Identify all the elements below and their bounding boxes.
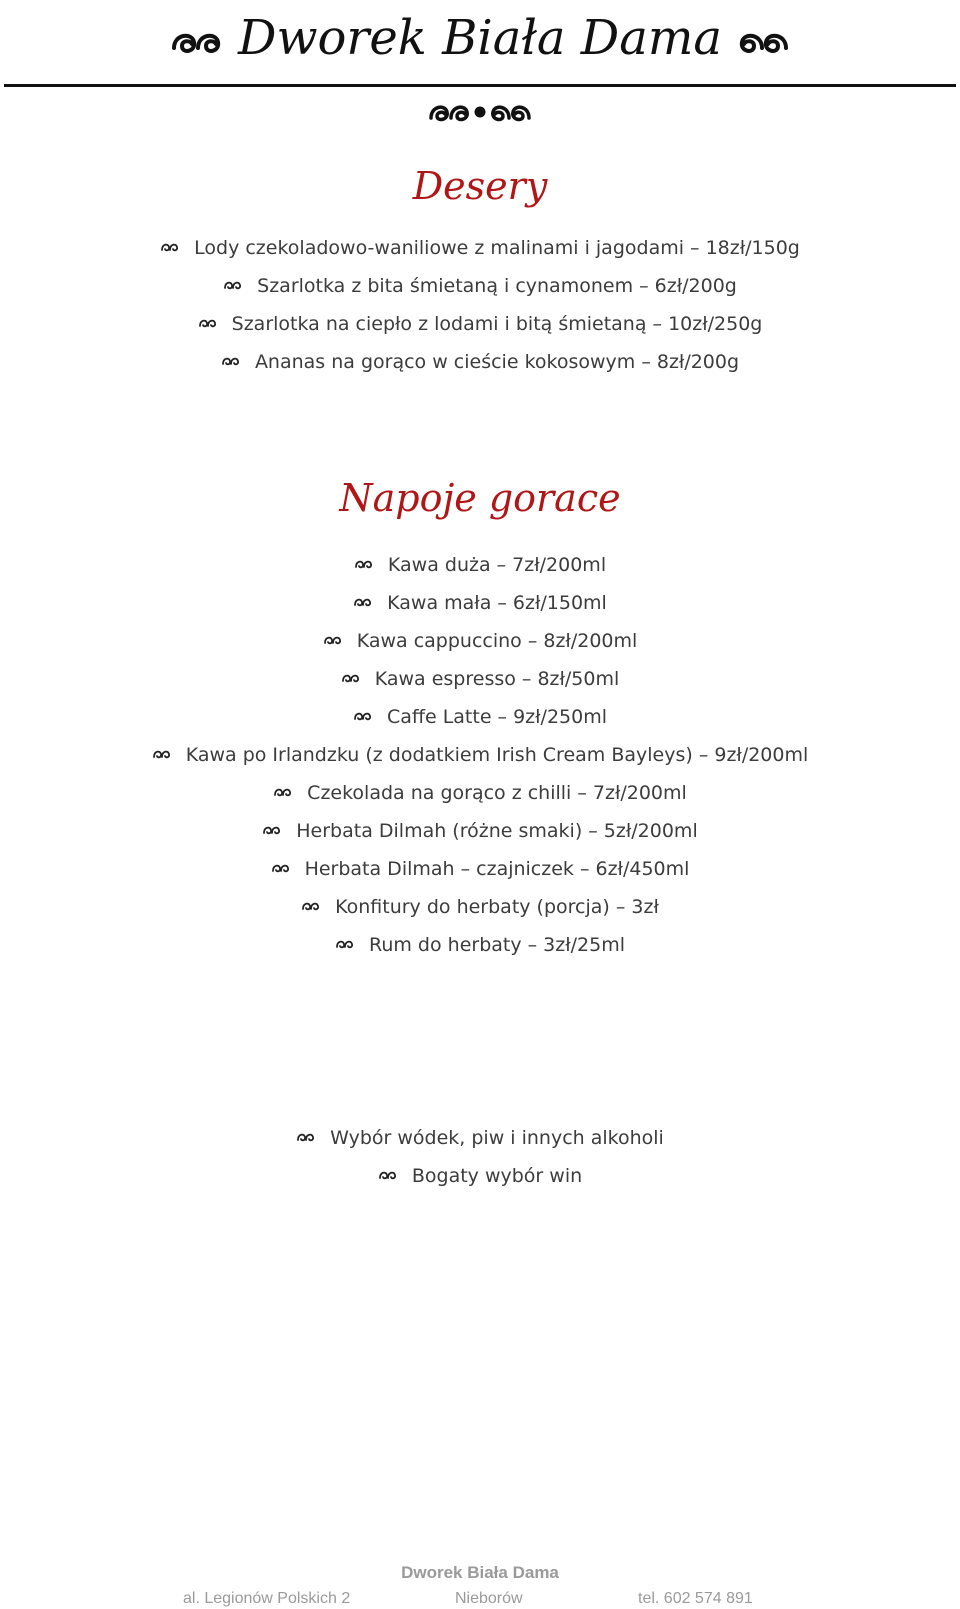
- list-item: Czekolada na gorąco z chilli – 7zł/200ml: [0, 774, 960, 812]
- section-title-napoje-gorace: Napoje gorace: [339, 476, 621, 520]
- list-item: Rum do herbaty – 3zł/25ml: [0, 926, 960, 964]
- napoje-list: [0, 546, 960, 964]
- list-item: Szarlotka na ciepło z lodami i bitą śmietaną – 10zł/250g: [0, 305, 960, 343]
- floral-ornament-icon: [160, 228, 180, 266]
- list-item: Konfitury do herbaty (porcja) – 3zł: [0, 888, 960, 926]
- list-item: Kawa po Irlandzku (z dodatkiem Irish Cream Bayleys) – 9zł/200ml: [0, 736, 960, 774]
- list-item: Kawa cappuccino – 8zł/200ml: [0, 622, 960, 660]
- list-item: Kawa mała – 6zł/150ml: [0, 584, 960, 622]
- list-item: Szarlotka z bita śmietaną i cynamonem – 6zł/200g: [0, 267, 960, 305]
- floral-ornament-icon: [221, 342, 241, 380]
- list-item: Bogaty wybór win: [0, 1157, 960, 1195]
- floral-ornament-right-icon: [734, 12, 790, 72]
- floral-ornament-icon: [198, 304, 218, 342]
- floral-ornament-icon: [335, 925, 355, 963]
- section-title-desery: Desery: [412, 164, 548, 208]
- footer-phone: tel. 602 574 891: [638, 1590, 753, 1607]
- floral-ornament-icon: [353, 583, 373, 621]
- floral-ornament-icon: [378, 1156, 398, 1194]
- restaurant-title: [0, 8, 960, 72]
- list-item: Kawa duża – 7zł/200ml: [0, 546, 960, 584]
- list-item: Ananas na gorąco w cieście kokosowym – 8zł/200g: [0, 343, 960, 381]
- floral-ornament-icon: [301, 887, 321, 925]
- footer-restaurant-name: Dworek Biała Dama: [401, 1563, 559, 1582]
- floral-ornament-icon: [296, 1118, 316, 1156]
- floral-ornament-icon: [353, 697, 373, 735]
- ornament-divider-icon: [0, 96, 960, 130]
- list-item: Herbata Dilmah – czajniczek – 6zł/450ml: [0, 850, 960, 888]
- floral-ornament-left-icon: [170, 12, 226, 72]
- list-item: Wybór wódek, piw i innych alkoholi: [0, 1119, 960, 1157]
- list-item: Herbata Dilmah (różne smaki) – 5zł/200ml: [0, 812, 960, 850]
- list-item: Kawa espresso – 8zł/50ml: [0, 660, 960, 698]
- footer-address: al. Legionów Polskich 2: [183, 1590, 351, 1607]
- extras-list: [0, 1119, 960, 1195]
- footer-city: Nieborów: [455, 1590, 523, 1607]
- list-item: Caffe Latte – 9zł/250ml: [0, 698, 960, 736]
- floral-ornament-icon: [273, 773, 293, 811]
- header-rule: [4, 84, 956, 87]
- floral-ornament-icon: [271, 849, 291, 887]
- floral-ornament-icon: [341, 659, 361, 697]
- list-item: Lody czekoladowo-waniliowe z malinami i jagodami – 18zł/150g: [0, 229, 960, 267]
- desery-list: [0, 229, 960, 381]
- floral-ornament-icon: [323, 621, 343, 659]
- floral-ornament-icon: [152, 735, 172, 773]
- page-header: [0, 0, 960, 86]
- floral-ornament-icon: [354, 545, 374, 583]
- floral-ornament-icon: [262, 811, 282, 849]
- title-text: Dworek Biała Dama: [237, 10, 723, 66]
- floral-ornament-icon: [223, 266, 243, 304]
